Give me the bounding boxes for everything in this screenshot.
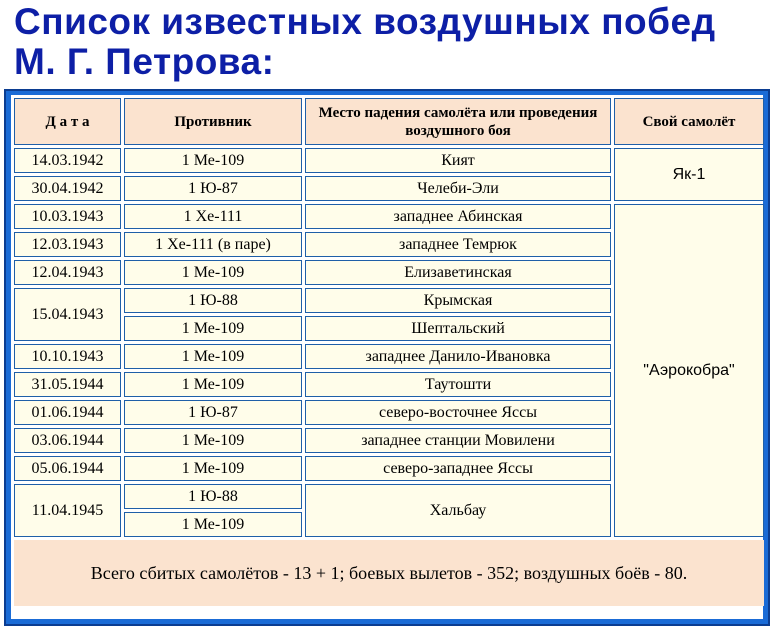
enemy-cell: 1 Ю-87 [124,400,302,425]
enemy-cell: 1 Хе-111 [124,204,302,229]
enemy-cell: 1 Ю-88 [124,484,302,509]
title-line-1: Список известных воздушных побед [14,1,716,42]
place-cell: западнее Данило-Ивановка [305,344,611,369]
own-plane-yak: Як-1 [614,148,764,201]
enemy-cell: 1 Ме-109 [124,316,302,341]
place-cell: западнее Темрюк [305,232,611,257]
place-cell: западнее станции Мовилени [305,428,611,453]
date-cell: 11.04.1945 [14,484,121,537]
place-cell: Кият [305,148,611,173]
date-cell: 12.03.1943 [14,232,121,257]
enemy-cell: 1 Ю-88 [124,288,302,313]
date-cell: 10.03.1943 [14,204,121,229]
enemy-cell: 1 Ме-109 [124,456,302,481]
place-cell: Крымская [305,288,611,313]
place-cell: Таутошти [305,372,611,397]
summary-cell: Всего сбитых самолётов - 13 + 1; боевых вылетов - 352; воздушных боёв - 80. [14,540,764,606]
table-inner [11,95,763,619]
summary-row [14,540,764,606]
place-cell: Елизаветинская [305,260,611,285]
place-cell: Шептальский [305,316,611,341]
date-cell: 05.06.1944 [14,456,121,481]
place-cell: северо-восточнее Яссы [305,400,611,425]
own-plane-cobra: "Аэрокобра" [614,204,764,537]
header-date: Д а т а [14,98,121,145]
table-row [14,148,764,173]
header-own-plane: Свой самолёт [614,98,764,145]
date-cell: 15.04.1943 [14,288,121,341]
enemy-cell: 1 Хе-111 (в паре) [124,232,302,257]
title-line-2: М. Г. Петрова: [14,41,275,82]
date-cell: 03.06.1944 [14,428,121,453]
header-row [14,98,764,145]
header-place: Место падения самолёта или проведения воздушного боя [305,98,611,145]
date-cell: 10.10.1943 [14,344,121,369]
page-title [14,2,716,82]
header-enemy: Противник [124,98,302,145]
place-cell: северо-западнее Яссы [305,456,611,481]
date-cell: 30.04.1942 [14,176,121,201]
enemy-cell: 1 Ме-109 [124,428,302,453]
date-cell: 31.05.1944 [14,372,121,397]
place-cell: Челеби-Эли [305,176,611,201]
enemy-cell: 1 Ме-109 [124,148,302,173]
date-cell: 01.06.1944 [14,400,121,425]
place-cell: Хальбау [305,484,611,537]
date-cell: 14.03.1942 [14,148,121,173]
enemy-cell: 1 Ме-109 [124,372,302,397]
table-frame [4,89,770,626]
table-row [14,204,764,229]
enemy-cell: 1 Ю-87 [124,176,302,201]
enemy-cell: 1 Ме-109 [124,260,302,285]
enemy-cell: 1 Ме-109 [124,344,302,369]
victories-table [11,95,767,609]
enemy-cell: 1 Ме-109 [124,512,302,537]
place-cell: западнее Абинская [305,204,611,229]
date-cell: 12.04.1943 [14,260,121,285]
